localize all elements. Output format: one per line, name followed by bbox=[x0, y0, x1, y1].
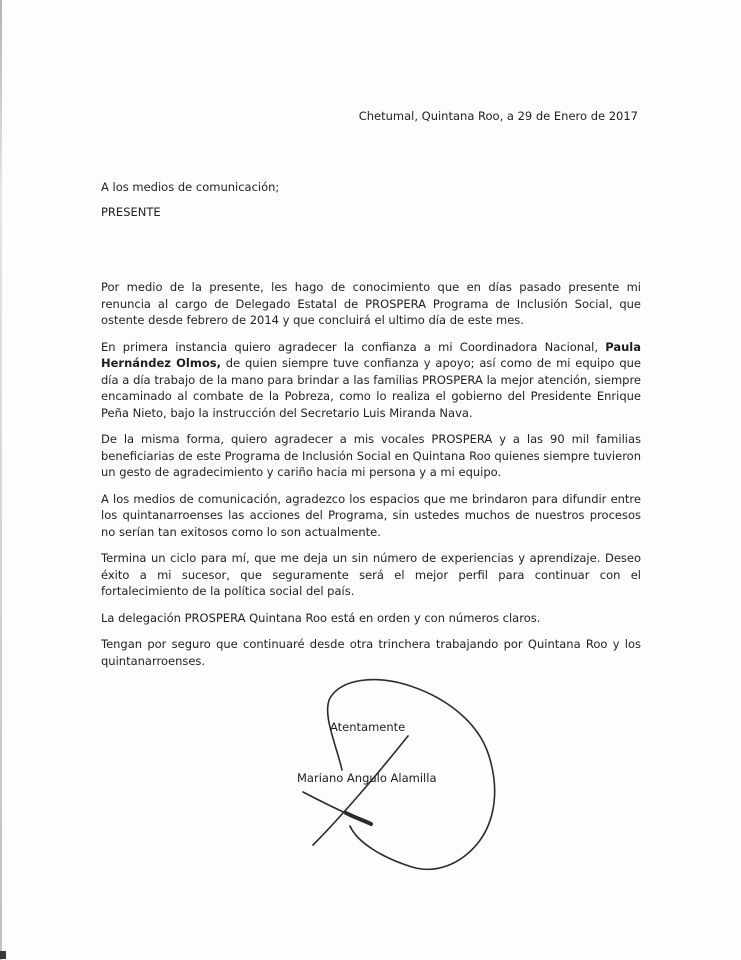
paragraph-gratitude-media: A los medios de comunicación, agradezco los espacios que me brindaron para difundir entre los quintanarroenses las acciones del Programa, sin ustedes muchos de nuestros procesos no serían tan exitosos como lo son actualmente. bbox=[101, 491, 641, 539]
paragraph-gratitude-families: De la misma forma, quiero agradecer a mis vocales PROSPERA y a las 90 mil familias beneficiarias de este Programa de Inclusión Social en Quintana Roo quienes siempre tuvieron un gesto de agradecimiento y cariño hacia mi persona y a mi equipo. bbox=[101, 432, 641, 479]
signature-flourish-thick-stroke bbox=[346, 813, 371, 824]
presente-line: PRESENTE bbox=[101, 205, 161, 219]
recipient-block bbox=[101, 179, 641, 221]
paragraph-cycle-ends: Termina un ciclo para mí, que me deja un sin número de experiencias y aprendizaje. Deseo éxito a mi sucesor, que seguramente será el mejor perfil para continuar con el fortalecimiento de la política social del país. bbox=[101, 551, 641, 598]
scan-corner-artifact bbox=[0, 951, 6, 959]
date-line: Chetumal, Quintana Roo, a 29 de Enero de 2017 bbox=[358, 109, 638, 123]
paragraph-delegation-status: La delegación PROSPERA Quintana Roo está en orden y con números claros. bbox=[101, 610, 541, 625]
letter-body bbox=[101, 279, 641, 679]
coordinator-name-bold: Paula Hernández Olmos, bbox=[101, 339, 641, 370]
paragraph-resignation: Por medio de la presente, les hago de conocimiento que en días pasado presente mi renuncia al cargo de Delegado Estatal de PROSPERA Programa de Inclusión Social, que ostente desde febrero de 2014 y que concluirá el ultimo día de este mes. bbox=[101, 280, 641, 327]
paragraph-gratitude-coordinator bbox=[101, 339, 641, 422]
paragraph-2-lead: En primera instancia quiero agradecer la confianza a mi Coordinadora Nacional, bbox=[101, 339, 606, 354]
signature-slash-stroke bbox=[313, 736, 408, 845]
closing-word: Atentamente bbox=[330, 720, 406, 734]
paragraph-2-rest: de quien siempre tuve confianza y apoyo; así como de mi equipo que día a día trabajo de la mano para brindar a las familias PROSPERA la mejor atención, siempre encaminado al combate de la Pobreza, como lo realiza el gobierno del Presidente Enrique Peña Nieto, bajo la instrucción del Secretario Luis Miranda Nava. bbox=[101, 356, 641, 420]
signer-name: Mariano Angulo Alamilla bbox=[297, 771, 437, 785]
recipient-line: A los medios de comunicación; bbox=[101, 180, 280, 194]
scan-edge-artifact bbox=[0, 0, 2, 960]
signature-loop-stroke bbox=[328, 680, 495, 870]
handwritten-signature-scribble bbox=[292, 666, 507, 878]
paragraph-farewell: Tengan por seguro que continuaré desde otra trinchera trabajando por Quintana Roo y los quintanarroenses. bbox=[101, 637, 641, 668]
